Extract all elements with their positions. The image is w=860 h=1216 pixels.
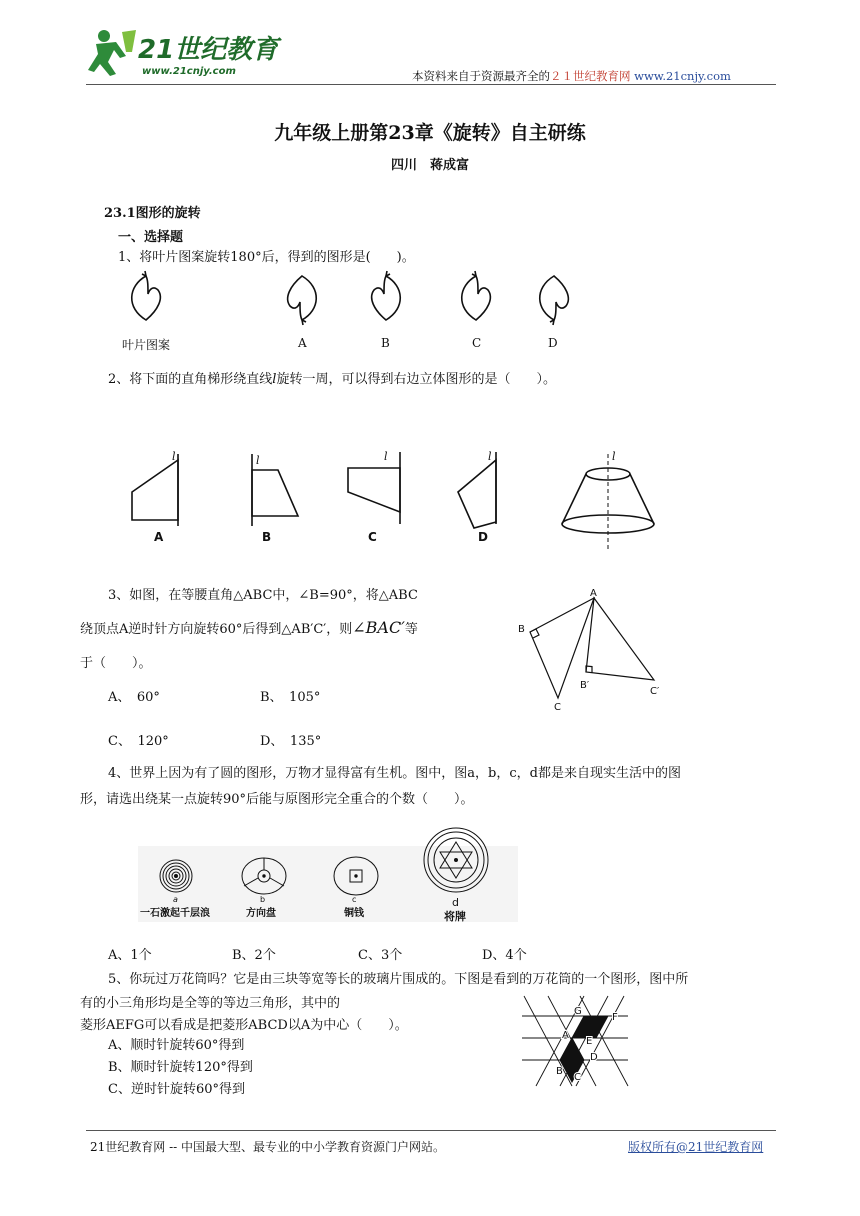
q2-label-c: C [368,530,377,544]
svg-text:c: c [352,895,357,904]
svg-text:G: G [574,1006,582,1017]
q1-text: 1、将叶片图案旋转180°后，得到的图形是( )。 [118,250,415,265]
svg-text:B: B [518,624,525,635]
q4-option-c: C、3个 [358,948,403,963]
q4-option-a: A、1个 [108,948,152,963]
svg-text:E: E [586,1036,593,1047]
q1-label-original: 叶片图案 [122,338,171,352]
q2-label-a: A [154,530,164,544]
footer-divider [86,1130,776,1131]
source-url-link[interactable]: www.21cnjy.com [634,69,731,83]
q3-line1: 3、如图，在等腰直角△ABC中，∠B=90°，将△ABC [108,588,418,603]
q4-line2: 形，请选出绕某一点旋转90°后能与原图形完全重合的个数（ ）。 [80,792,474,807]
q4-option-b: B、2个 [232,948,276,963]
leaf-option-c [462,271,491,320]
q5-option-c: C、逆时针旋转60°得到 [108,1082,245,1097]
svg-text:A: A [562,1030,569,1041]
q3-option-d: D、 135° [260,734,322,749]
source-note: 本资料来自于资源最齐全的２１世纪教育网 www.21cnjy.com [412,69,731,83]
svg-text:将牌: 将牌 [444,910,466,923]
trapezoid-c [348,450,400,524]
svg-text:l: l [172,450,176,463]
svg-text:C′: C′ [650,686,660,697]
q1-label-c: C [472,336,482,350]
q3-line3: 于（ ）。 [80,656,152,671]
q2-label-d: D [478,530,488,544]
q2-label-b: B [262,530,272,544]
svg-text:www.21cnjy.com: www.21cnjy.com [142,66,236,77]
svg-text:一石激起千层浪: 一石激起千层浪 [140,908,210,919]
q3-triangle-figure [514,586,684,720]
q1-label-b: B [381,336,390,350]
svg-text:铜钱: 铜钱 [344,908,364,919]
q5-option-a: A、顺时针旋转60°得到 [108,1038,245,1053]
q4-option-d: D、4个 [482,948,527,963]
leaf-option-a [288,276,317,325]
svg-text:l: l [612,450,616,463]
part-heading: 一、选择题 [118,230,184,245]
svg-text:l: l [488,450,492,463]
q5-line3: 菱形AEFG可以看成是把菱形ABCD以A为中心（ ）。 [80,1018,408,1033]
q2-text: 2、将下面的直角梯形绕直线l旋转一周，可以得到右边立体图形的是（ ）。 [108,372,556,387]
site-logo [86,22,286,82]
q4-line1: 4、世界上因为有了圆的图形，万物才显得富有生机。图中，图a，b，c，d都是来自现实生活中的图 [108,766,681,781]
leaf-option-b [372,271,401,320]
svg-text:a: a [173,895,178,904]
q1-label-a: A [298,336,307,350]
trapezoid-b [252,454,298,526]
q4-figures [138,826,518,930]
q2-figures [120,446,680,560]
svg-text:B′: B′ [580,680,590,691]
header-divider [86,84,776,85]
q1-label-d: D [548,336,558,350]
footer-text: 21世纪教育网 -- 中国最大型、最专业的中小学教育资源门户网站。 [90,1140,446,1154]
svg-text:C: C [554,702,561,713]
q1-figures [118,268,578,332]
q3-option-c: C、 120° [108,734,169,749]
author: 四川 蒋成富 [390,158,469,173]
q3-option-b: B、 105° [260,690,321,705]
q3-option-a: A、 60° [108,690,160,705]
svg-text:方向盘: 方向盘 [246,908,276,919]
section-heading: 23.1图形的旋转 [104,206,201,221]
svg-text:b: b [260,895,266,904]
svg-text:l: l [256,454,260,467]
copyright-link[interactable]: 版权所有@21世纪教育网 [628,1140,764,1154]
q5-line2: 有的小三角形均是全等的等边三角形，其中的 [80,996,341,1011]
q3-line2: 绕顶点A逆时针方向旋转60°后得到△AB′C′，则∠BAC′等 [80,618,418,637]
svg-text:C: C [574,1072,581,1083]
trapezoid-a [132,450,178,526]
svg-text:d: d [452,896,459,909]
frustum-solid [562,450,654,550]
source-site-link[interactable]: ２１世纪教育网 [550,69,631,83]
svg-text:D: D [590,1052,598,1063]
svg-text:l: l [384,450,388,463]
kaleidoscope-figure [520,994,630,1092]
svg-text:F: F [612,1012,618,1023]
q5-line1: 5、你玩过万花筒吗？它是由三块等宽等长的玻璃片围成的。下图是看到的万花筒的一个图形，图中所 [108,972,689,987]
general-badge-figure [424,828,488,892]
leaf-option-d [540,276,569,325]
svg-text:21世纪教育: 21世纪教育 [138,35,279,65]
q5-option-b: B、顺时针旋转120°得到 [108,1060,253,1075]
leaf-original-figure [132,271,161,320]
svg-text:A: A [590,588,597,599]
page-title: 九年级上册第23章《旋转》自主研练 [274,122,586,144]
trapezoid-d [458,450,496,528]
svg-text:B: B [556,1066,563,1077]
